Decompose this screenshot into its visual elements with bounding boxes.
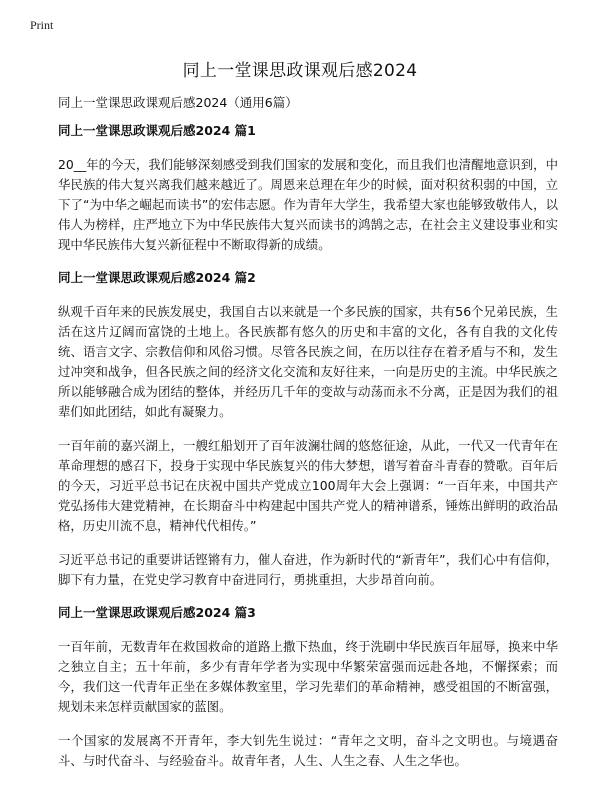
section-1 (58, 122, 558, 255)
document-subtitle: 同上一堂课思政课观后感2024（通用6篇） (58, 95, 298, 110)
section-heading: 同上一堂课思政课观后感2024 篇3 (58, 605, 256, 620)
paragraph: 纵观千百年来的民族发展史，我国自古以来就是一个多民族的国家，共有56个兄弟民族，生活在这片辽阔而富饶的土地上。各民族都有悠久的历史和丰富的文化，各有自我的文化传统、语言文字、宗教信仰和风俗习惯。尽管各民族之间，在历以往存在着矛盾与不和，发生过冲突和战争，但各民族之间的经济文化交流和友好往来，一向是历史的主流。中华民族之所以能够融合成为团结的整体，并经历几千年的变故与动荡而永不分离，正是因为我们的祖辈们如此团结，如此有凝聚力。 (58, 304, 558, 419)
paragraph: 一百年前，无数青年在救国救命的道路上撒下热血，终于洗刷中华民族百年屈辱，换来中华之独立自主；五十年前，多少有青年学者为实现中华繁荣富强而远赴各地，不懈探索；而今，我们这一代青年正坐在多媒体教室里，学习先辈们的革命精神，感受祖国的不断富强，规划未来怎样贡献国家的蓝图。 (58, 639, 558, 714)
page-title: 同上一堂课思政课观后感2024 (182, 61, 418, 81)
article-body (58, 122, 558, 785)
paragraph: 习近平总书记的重要讲话铿锵有力，催人奋进，作为新时代的“新青年”，我们心中有信仰，脚下有力量，在党史学习教育中奋进同行，勇挑重担，大步昂首向前。 (58, 552, 558, 587)
section-2 (58, 269, 558, 590)
paragraph: 一个国家的发展离不开青年，李大钊先生说过：“青年之文明，奋斗之文明也。与境遇奋斗、与时代奋斗、与经验奋斗。故青年者，人生、人生之春、人生之华也。 (58, 733, 558, 768)
section-3 (58, 604, 558, 771)
section-heading: 同上一堂课思政课观后感2024 篇2 (58, 270, 256, 285)
paragraph: 一百年前的嘉兴湖上，一艘红船划开了百年波澜壮阔的悠悠征途，从此，一代又一代青年在革命理想的感召下，投身于实现中华民族复兴的伟大梦想，谱写着奋斗青春的赞歌。百年后的今天，习近平总书记在庆祝中国共产党成立100周年大会上强调：“一百年来，中国共产党弘扬伟大建党精神，在长期奋斗中构建起中国共产党人的精神谱系，锤炼出鲜明的政治品格，历史川流不息，精神代代相传。” (58, 438, 558, 533)
section-heading: 同上一堂课思政课观后感2024 篇1 (58, 123, 256, 138)
print-link[interactable]: Print (30, 18, 54, 32)
paragraph: 20__年的今天，我们能够深刻感受到我们国家的发展和变化，而且我们也清醒地意识到，中华民族的伟大复兴离我们越来越近了。周恩来总理在年少的时候，面对积贫积弱的中国，立下了“为中华之崛起而读书”的宏伟志愿。作为青年大学生，我希望大家也能够致敬伟人，以伟人为榜样，庄严地立下为中华民族伟大复兴而读书的鸿鹄之志，在社会主义建设事业和实现中华民族伟大复兴新征程中不断取得新的成绩。 (58, 157, 558, 252)
